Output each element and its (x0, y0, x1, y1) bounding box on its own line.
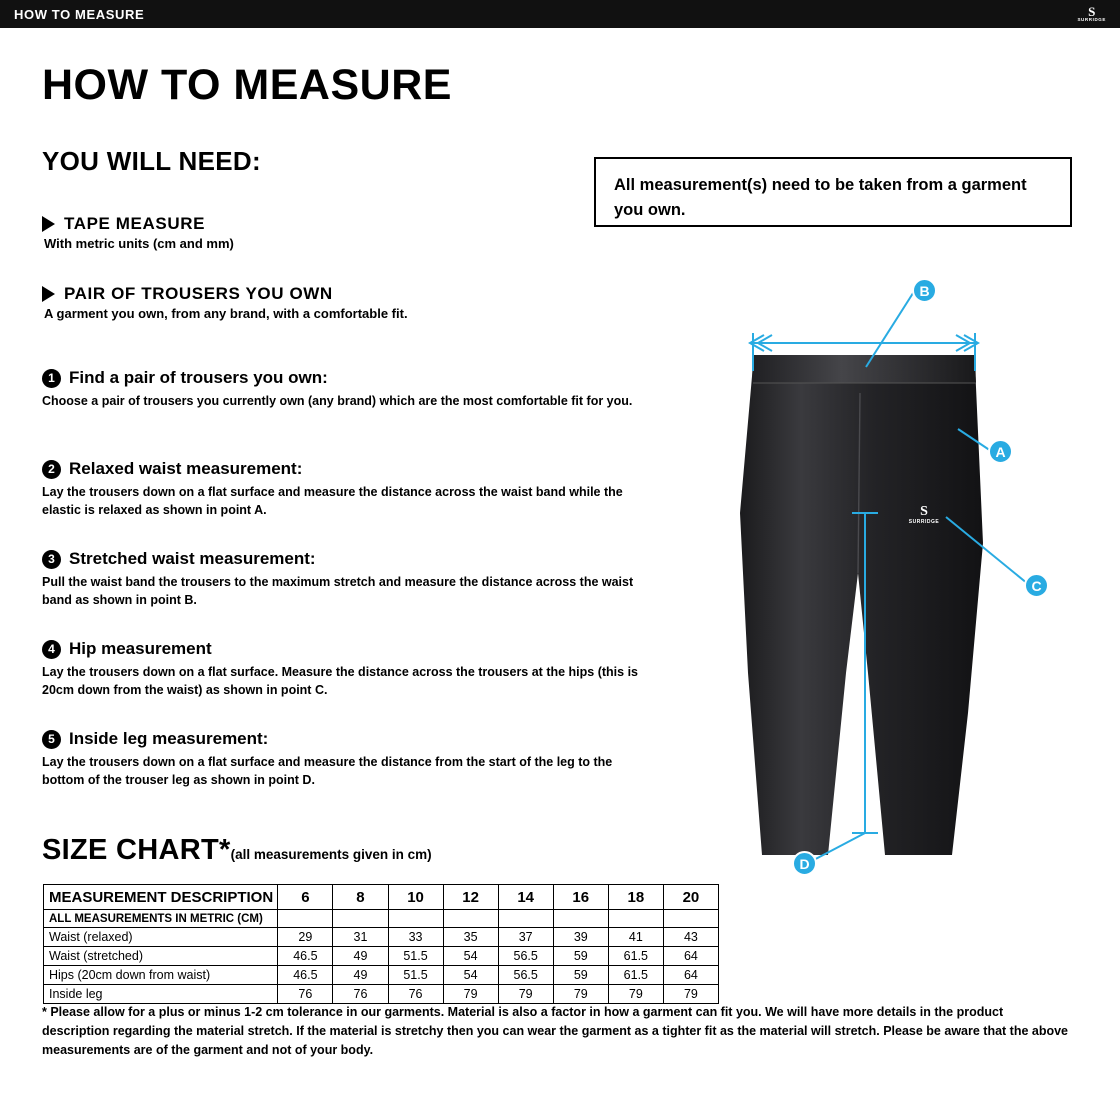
cell: 29 (278, 928, 333, 947)
cell: 35 (443, 928, 498, 947)
row-label: Waist (relaxed) (44, 928, 278, 947)
cell: 49 (333, 966, 388, 985)
size-chart-title-note: (all measurements given in cm) (230, 847, 432, 862)
cell: 76 (278, 985, 333, 1004)
col-header-20: 20 (663, 885, 718, 910)
table-row-metric-note (44, 910, 719, 928)
step-heading (42, 368, 642, 388)
cell: 79 (443, 985, 498, 1004)
step-number-badge: 5 (42, 730, 61, 749)
col-header-14: 14 (498, 885, 553, 910)
step-2 (42, 459, 642, 519)
step-title: Hip measurement (69, 639, 212, 658)
step-1 (42, 368, 642, 410)
col-header-12: 12 (443, 885, 498, 910)
cell: 41 (608, 928, 663, 947)
col-header-6: 6 (278, 885, 333, 910)
step-body: Lay the trousers down on a flat surface. Measure the distance across the trousers at the hips (this is 20cm down from the waist) as shown in point C. (42, 665, 638, 697)
step-heading (42, 639, 642, 659)
metric-cell (553, 910, 608, 928)
step-heading (42, 549, 642, 569)
col-header-10: 10 (388, 885, 443, 910)
table-row (44, 928, 719, 947)
size-chart-title-label: SIZE CHART (42, 834, 219, 866)
size-chart-title (42, 834, 432, 867)
cell: 79 (553, 985, 608, 1004)
triangle-bullet-icon (42, 286, 55, 302)
need-title-label: PAIR OF TROUSERS YOU OWN (64, 284, 333, 303)
svg-text:SURRIDGE: SURRIDGE (908, 519, 940, 525)
cell: 31 (333, 928, 388, 947)
step-heading (42, 729, 642, 749)
need-title-label: TAPE MEASURE (64, 214, 206, 233)
need-title (42, 214, 234, 234)
cell: 51.5 (388, 947, 443, 966)
cell: 46.5 (278, 947, 333, 966)
step-number-badge: 2 (42, 460, 61, 479)
callout-d: D (792, 851, 817, 876)
step-number-badge: 1 (42, 369, 61, 388)
callout-b: B (912, 278, 937, 303)
you-will-need-heading: YOU WILL NEED: (42, 146, 261, 176)
row-label: Inside leg (44, 985, 278, 1004)
step-body: Choose a pair of trousers you currently own (any brand) which are the most comfortable fit for you. (42, 394, 633, 408)
top-bar-title: HOW TO MEASURE (14, 6, 145, 22)
step-heading (42, 459, 642, 479)
trouser-body (740, 365, 983, 855)
step-5 (42, 729, 642, 789)
waist-band (752, 355, 976, 383)
step-title: Find a pair of trousers you own: (69, 368, 328, 387)
col-header-8: 8 (333, 885, 388, 910)
metric-cell (498, 910, 553, 928)
cell: 79 (498, 985, 553, 1004)
cell: 51.5 (388, 966, 443, 985)
need-subtitle: A garment you own, from any brand, with a comfortable fit. (44, 306, 408, 321)
step-4 (42, 639, 642, 699)
cell: 76 (333, 985, 388, 1004)
step-title: Relaxed waist measurement: (69, 459, 303, 478)
need-subtitle: With metric units (cm and mm) (44, 236, 234, 251)
cell: 64 (663, 947, 718, 966)
brand-logo (1077, 3, 1112, 23)
need-item-trousers (42, 284, 408, 321)
col-header-18: 18 (608, 885, 663, 910)
cell: 46.5 (278, 966, 333, 985)
cell: 33 (388, 928, 443, 947)
cell: 64 (663, 966, 718, 985)
step-body: Pull the waist band the trousers to the maximum stretch and measure the distance across the waist band as shown in point B. (42, 575, 634, 607)
cell: 43 (663, 928, 718, 947)
cell: 61.5 (608, 947, 663, 966)
callout-c: C (1024, 573, 1049, 598)
trouser-illustration (700, 243, 1100, 883)
cell: 56.5 (498, 947, 553, 966)
cell: 54 (443, 947, 498, 966)
cell: 56.5 (498, 966, 553, 985)
metric-note-label: ALL MEASUREMENTS IN METRIC (CM) (44, 910, 278, 928)
cell: 79 (663, 985, 718, 1004)
callout-a: A (988, 439, 1013, 464)
size-chart-table (43, 884, 719, 1004)
need-title (42, 284, 408, 304)
brand-logo-name: SURRIDGE (1077, 16, 1106, 22)
metric-cell (608, 910, 663, 928)
top-bar (0, 0, 1120, 28)
col-header-16: 16 (553, 885, 608, 910)
brand-logo-letter: S (1088, 3, 1096, 19)
cell: 49 (333, 947, 388, 966)
metric-cell (333, 910, 388, 928)
triangle-bullet-icon (42, 216, 55, 232)
step-number-badge: 3 (42, 550, 61, 569)
row-label: Hips (20cm down from waist) (44, 966, 278, 985)
footnote: * Please allow for a plus or minus 1-2 cm tolerance in our garments. Material is also a factor in how a garment can fit you. We will have more details in the product description regarding the material stretch. If the material is stretchy then you can wear the garment as a tighter fit as the material will stretch. Please be aware that the above measurements are of the garment and not of your body. (42, 1005, 1069, 1057)
step-body: Lay the trousers down on a flat surface and measure the distance across the waist band while the elastic is relaxed as shown in point A. (42, 485, 623, 517)
need-item-tape-measure (42, 214, 234, 251)
step-number-badge: 4 (42, 640, 61, 659)
svg-text:S: S (920, 504, 928, 519)
metric-cell (663, 910, 718, 928)
measurement-note-box: All measurement(s) need to be taken from a garment you own. (594, 157, 1072, 227)
step-title: Stretched waist measurement: (69, 549, 316, 568)
cell: 76 (388, 985, 443, 1004)
row-label: Waist (stretched) (44, 947, 278, 966)
size-chart-asterisk: * (219, 834, 231, 866)
page-title: HOW TO MEASURE (42, 61, 452, 109)
trouser-diagram-svg (700, 243, 1100, 883)
metric-cell (278, 910, 333, 928)
step-3 (42, 549, 642, 609)
metric-cell (443, 910, 498, 928)
cell: 37 (498, 928, 553, 947)
table-row (44, 985, 719, 1004)
col-header-description: MEASUREMENT DESCRIPTION (44, 885, 278, 910)
metric-cell (388, 910, 443, 928)
cell: 54 (443, 966, 498, 985)
table-header-row (44, 885, 719, 910)
cell: 59 (553, 966, 608, 985)
cell: 79 (608, 985, 663, 1004)
table-row (44, 947, 719, 966)
table-row (44, 966, 719, 985)
step-title: Inside leg measurement: (69, 729, 269, 748)
step-body: Lay the trousers down on a flat surface and measure the distance from the start of the leg to the bottom of the trouser leg as shown in point D. (42, 755, 613, 787)
cell: 39 (553, 928, 608, 947)
cell: 61.5 (608, 966, 663, 985)
page-content (0, 28, 1120, 1120)
cell: 59 (553, 947, 608, 966)
